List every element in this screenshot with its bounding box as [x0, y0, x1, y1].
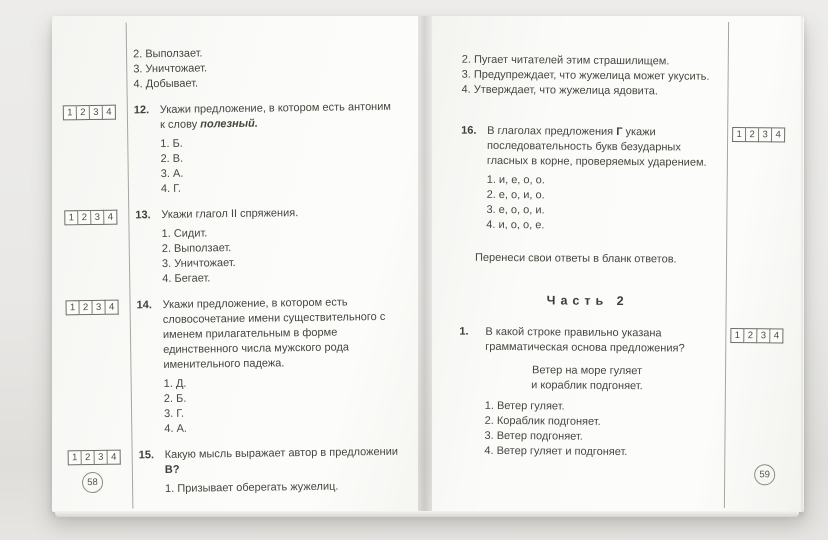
option: 4. и, о, о, е.	[486, 218, 545, 232]
question-number: 12.	[133, 104, 150, 117]
question-12	[67, 100, 399, 198]
answer-grid-q12	[63, 105, 116, 121]
answer-grid-q14	[65, 300, 118, 316]
answer-cell-3: 3	[757, 328, 770, 343]
question-number: 13.	[135, 209, 151, 222]
page-number-59: 59	[754, 464, 775, 485]
answer-grid-q15	[68, 450, 121, 466]
option: 3. е, о, о, и.	[486, 203, 545, 217]
answer-cell-4: 4	[770, 328, 783, 343]
answer-cell-3: 3	[92, 300, 105, 315]
answer-cell-3: 3	[91, 210, 104, 225]
question-text: Укажи глагол II спряжения.	[161, 207, 299, 222]
question-text	[160, 100, 398, 133]
margin-rule-left	[126, 22, 134, 508]
question-text-plain: Какую мысль выражает автор в предложении	[164, 445, 399, 462]
question-11-options	[133, 44, 398, 93]
option: 1. Сидит.	[161, 227, 208, 241]
answer-cell-2: 2	[744, 328, 757, 343]
answer-grid-p2q1	[730, 328, 783, 343]
answer-cell-3: 3	[90, 105, 103, 120]
option: 2. Пугает читателей этим страшилищем.	[461, 53, 670, 68]
option: 3. Предупреждает, что жужелица может укусить.	[461, 68, 710, 83]
answer-cell-4: 4	[772, 127, 785, 142]
question-text	[165, 445, 403, 478]
part2-question-1-options	[484, 399, 715, 461]
question-number: 15.	[138, 449, 155, 462]
answer-cell-4: 4	[105, 300, 118, 315]
page-right	[432, 16, 804, 512]
answer-cell-1: 1	[65, 300, 79, 315]
verse-line: Ветер на море гуляет	[532, 364, 643, 378]
option: 4. Бегает.	[162, 272, 211, 286]
question-number: 14.	[136, 299, 152, 312]
answer-cell-2: 2	[79, 300, 92, 315]
question-12-options	[160, 134, 399, 197]
answer-cell-4: 4	[104, 210, 117, 225]
question-13-options	[161, 224, 400, 287]
option: 4. А.	[164, 422, 188, 436]
part-2-heading: Часть 2	[546, 293, 629, 309]
answer-grid-q13	[64, 210, 117, 226]
answer-cell-3: 3	[95, 450, 108, 465]
option: 4. Г.	[160, 182, 181, 196]
question-text-plain: В глаголах предложения	[487, 124, 617, 138]
option: 3. Уничтожает.	[133, 62, 208, 76]
option: 3. Уничтожает.	[161, 256, 236, 271]
open-test-booklet	[52, 16, 804, 512]
option: 1. Б.	[160, 137, 183, 151]
option: 2. е, о, и, о.	[486, 188, 545, 202]
question-14	[69, 295, 402, 438]
option: 2. В.	[160, 152, 184, 166]
question-14-options	[164, 374, 403, 437]
part2-question-1	[458, 325, 780, 461]
page-left-inner	[49, 13, 422, 514]
transfer-answers-note: Перенеси свои ответы в бланк ответов.	[474, 251, 677, 266]
answer-cell-4: 4	[103, 105, 116, 120]
page-left	[52, 16, 418, 512]
answer-cell-2: 2	[78, 210, 91, 225]
answer-cell-1: 1	[732, 127, 746, 142]
quoted-verse	[459, 363, 715, 395]
verse-line: и кораблик подгоняет.	[531, 379, 643, 393]
option: 1. и, е, о, о.	[486, 173, 545, 187]
option: 3. Ветер подгоняет.	[484, 429, 583, 443]
option: 4. Добывает.	[133, 77, 199, 91]
question-text-plain: укажи последовательность букв безударных гласных в корне, проверяемых ударением.	[486, 126, 707, 169]
answer-grid-q16	[732, 127, 785, 142]
option: 4. Утверждает, что жужелица ядовита.	[461, 83, 658, 98]
option: 1. Призывает оберегать жужелиц.	[165, 480, 339, 495]
answer-cell-2: 2	[82, 450, 95, 465]
option: 2. Выползает.	[132, 47, 203, 61]
question-text: В какой строке правильно указана грамматическая основа предложения?	[485, 325, 685, 355]
question-text	[487, 124, 717, 171]
option: 1. Д.	[163, 377, 187, 391]
bold-term: полезный.	[200, 117, 259, 131]
answer-cell-1: 1	[730, 328, 744, 343]
page-number-58: 58	[82, 472, 103, 493]
answer-cell-2: 2	[746, 127, 759, 142]
answer-cell-3: 3	[759, 127, 772, 142]
answer-cell-1: 1	[63, 105, 77, 120]
option: 3. Г.	[164, 407, 185, 421]
question-text-plain: Укажи предложение, в котором есть антоним к слову	[159, 100, 392, 132]
bold-term: В?	[164, 463, 180, 476]
option: 2. Выползает.	[161, 242, 232, 256]
page-right-inner	[430, 14, 806, 513]
question-13	[68, 205, 400, 288]
option: 3. А.	[160, 167, 184, 181]
question-15-options	[165, 479, 403, 497]
question-16-options	[486, 173, 717, 235]
option: 4. Ветер гуляет и подгоняет.	[484, 444, 628, 459]
question-number: 16.	[461, 124, 477, 137]
option: 1. Ветер гуляет.	[484, 399, 565, 413]
answer-cell-1: 1	[64, 210, 78, 225]
option: 2. Б.	[163, 392, 187, 406]
answer-cell-1: 1	[68, 450, 82, 465]
bold-term: Г	[616, 125, 623, 139]
question-text: Укажи предложение, в котором есть словосочетание имени существительного с именем прилагательным в форме единственного числа мужского рода именительного падежа.	[162, 296, 386, 372]
page-right-content	[458, 53, 781, 461]
question-number: 1.	[459, 325, 469, 338]
question-15-options-continued	[461, 53, 717, 100]
answer-cell-4: 4	[108, 450, 121, 465]
question-16	[460, 124, 781, 235]
margin-rule-right	[724, 22, 729, 508]
option: 2. Кораблик подгоняет.	[484, 414, 601, 428]
answer-cell-2: 2	[77, 105, 90, 120]
